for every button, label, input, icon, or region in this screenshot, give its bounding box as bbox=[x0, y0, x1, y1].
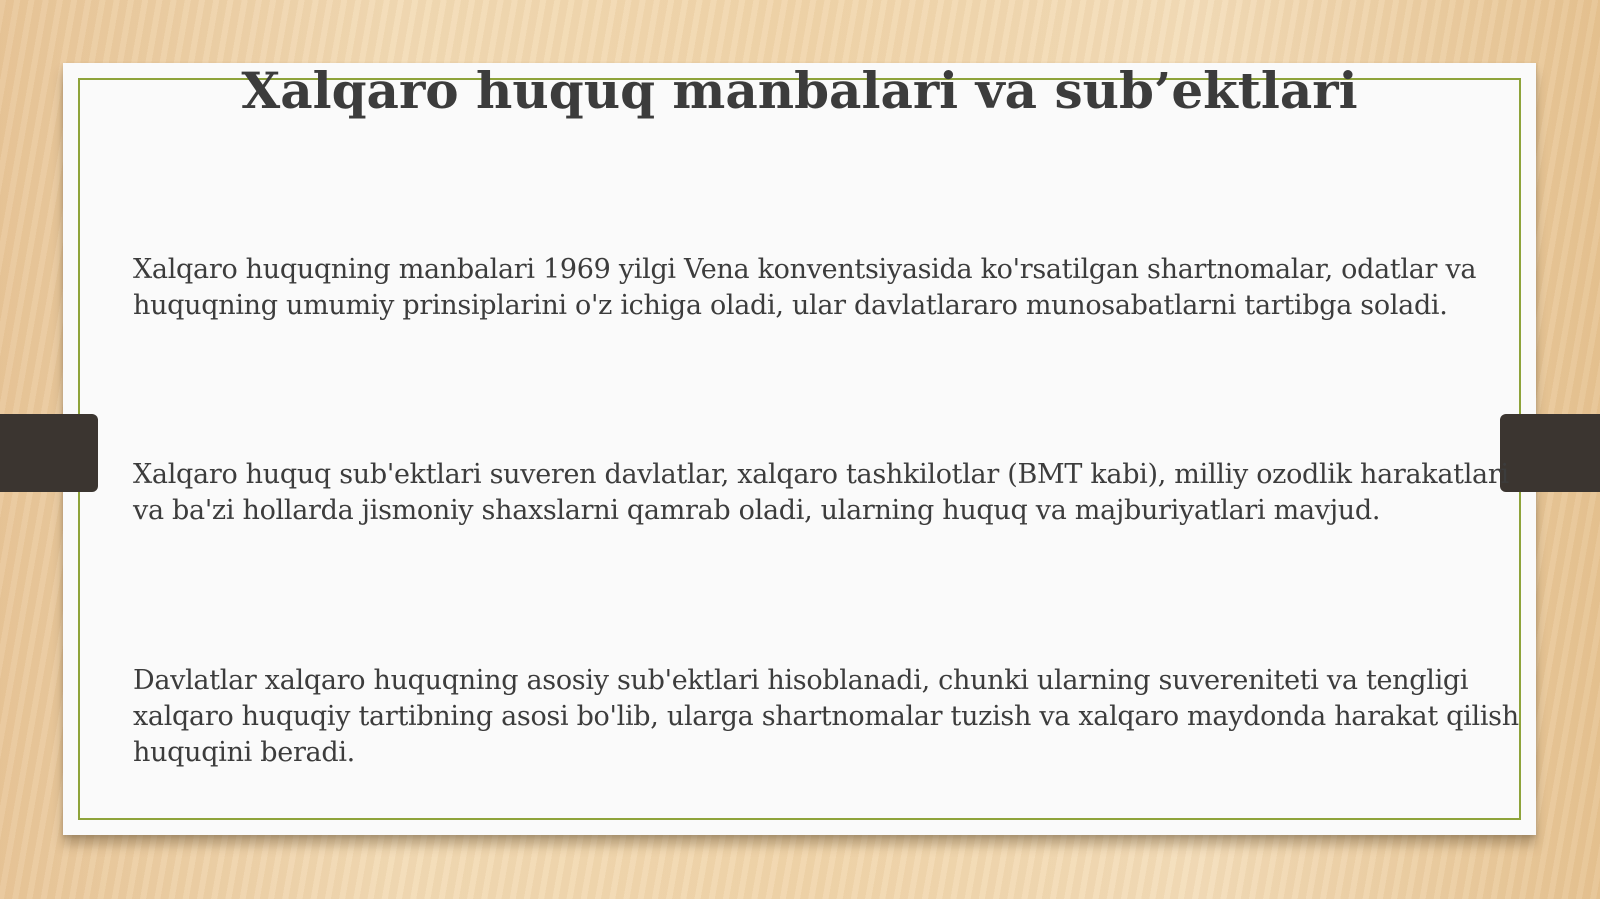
paragraph-sources: Xalqaro huquqning manbalari 1969 yilgi Vena konventsiyasida ko'rsatilgan shartnomalar, odatlar va huquqning umumiy prinsiplarini o'z ichiga oladi, ular davlatlararo munosabatlarni tartibga soladi. bbox=[133, 254, 1477, 321]
paragraph-subjects: Xalqaro huquq sub'ektlari suveren davlatlar, xalqaro tashkilotlar (BMT kabi), milliy ozodlik harakatlari va ba'zi hollarda jismoniy shaxslarni qamrab oladi, ularning huquq va majburiyatlari mavjud. bbox=[133, 459, 1509, 526]
paragraph-states: Davlatlar xalqaro huquqning asosiy sub'ektlari hisoblanadi, chunki ularning suvereniteti va tengligi xalqaro huquqiy tartibning asosi bo'lib, ularga shartnomalar tuzish va xalqaro maydonda harakat qilish huquqini beradi. bbox=[133, 665, 1519, 768]
slide-title: Xalqaro huquq manbalari va sub’ektlari bbox=[241, 61, 1358, 120]
left-tab-decoration bbox=[0, 414, 98, 492]
